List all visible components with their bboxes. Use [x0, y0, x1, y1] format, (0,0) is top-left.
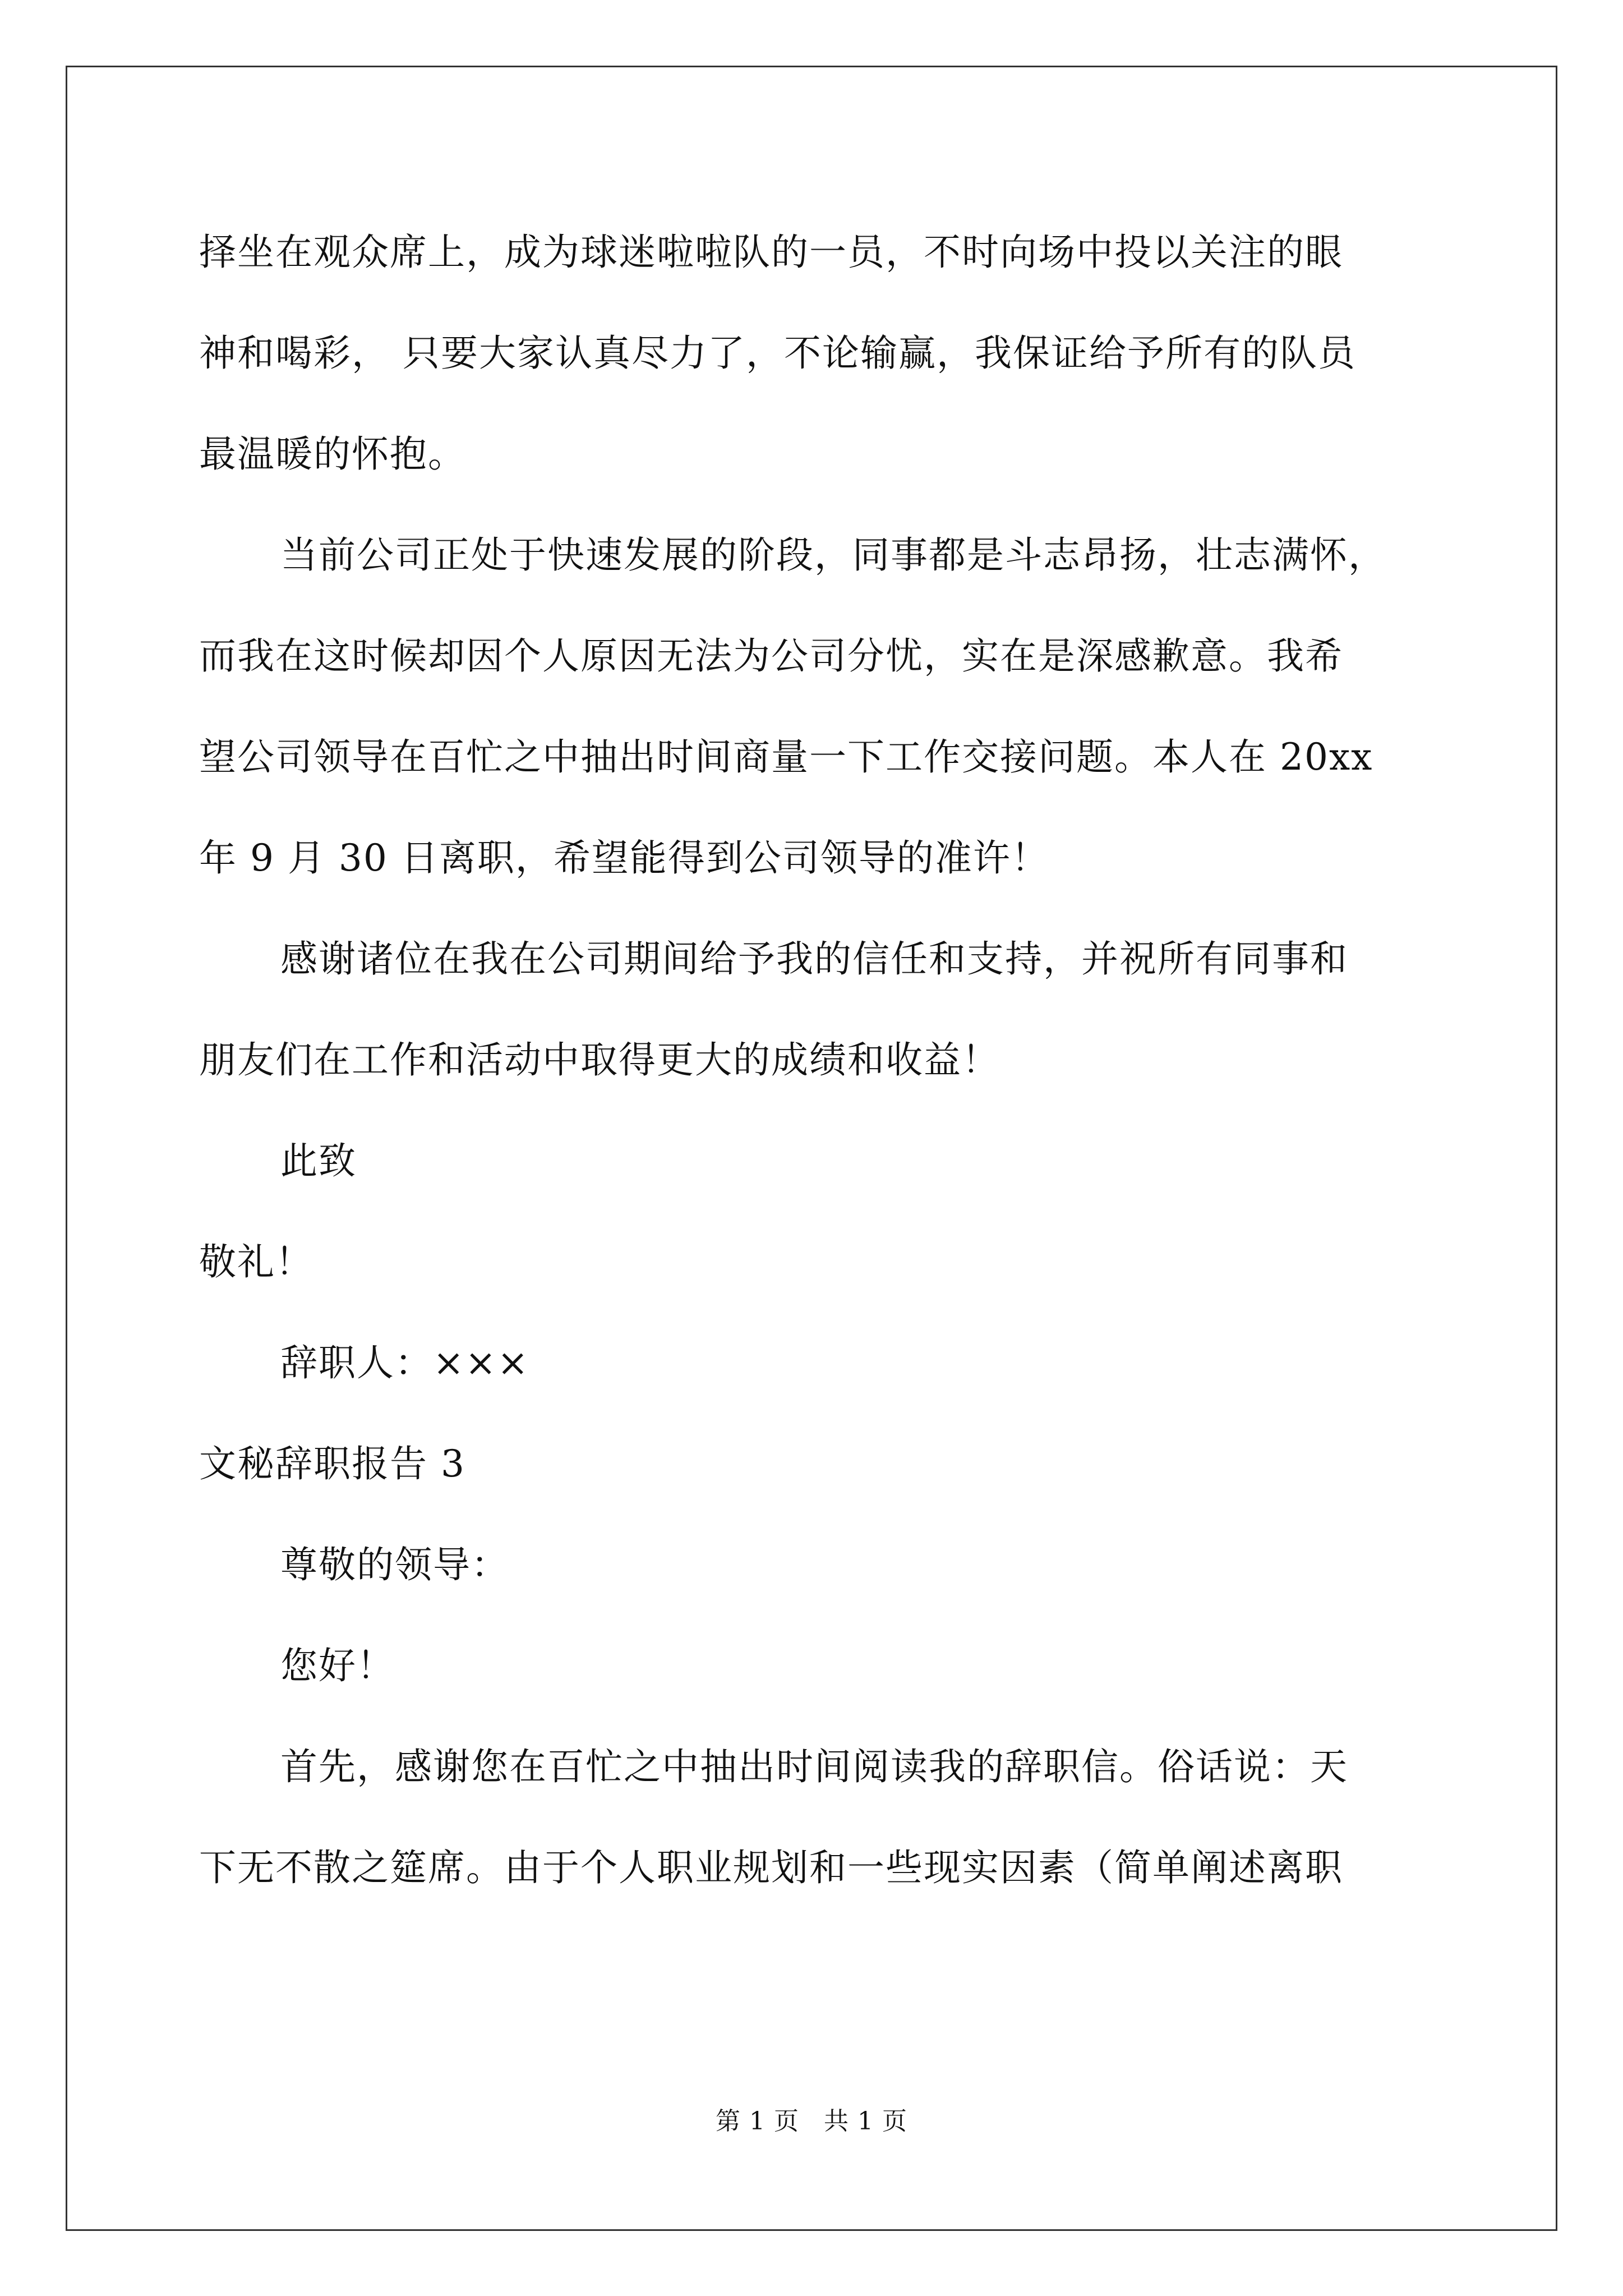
signature-line: 辞职人：××× — [280, 1341, 529, 1384]
text-line: 朋友们在工作和活动中取得更大的成绩和收益！ — [199, 1038, 1000, 1082]
salutation: 敬礼！ — [199, 1240, 313, 1283]
letter-hello: 您好！ — [280, 1644, 395, 1687]
paragraph-start-line: 首先，感谢您在百忙之中抽出时间阅读我的辞职信。俗话说：天 — [280, 1745, 1348, 1788]
text-line: 最温暖的怀抱。 — [199, 432, 466, 476]
page-number: 第 1 页 — [716, 2107, 799, 2136]
paragraph-start-line: 感谢诸位在我在公司期间给予我的信任和支持，并祝所有同事和 — [280, 937, 1348, 981]
closing-phrase: 此致 — [280, 1139, 357, 1182]
letter-greeting: 尊敬的领导： — [280, 1543, 509, 1586]
document-body — [199, 202, 1433, 1918]
section-heading: 文秘辞职报告 3 — [199, 1442, 465, 1485]
text-line: 而我在这时候却因个人原因无法为公司分忧，实在是深感歉意。我希 — [199, 634, 1343, 678]
page-total: 共 1 页 — [824, 2107, 907, 2136]
text-line: 下无不散之筵席。由于个人职业规划和一些现实因素（简单阐述离职 — [199, 1846, 1343, 1889]
text-line: 年 9 月 30 日离职，希望能得到公司领导的准许！ — [199, 836, 1049, 880]
text-line: 择坐在观众席上，成为球迷啦啦队的一员，不时向场中投以关注的眼 — [199, 231, 1343, 274]
text-line: 望公司领导在百忙之中抽出时间商量一下工作交接问题。本人在 20xx — [199, 735, 1373, 779]
text-line: 神和喝彩， 只要大家认真尽力了，不论输赢，我保证给予所有的队员 — [199, 332, 1356, 375]
paragraph-start-line: 当前公司正处于快速发展的阶段，同事都是斗志昂扬，壮志满怀， — [280, 533, 1386, 577]
page-footer — [0, 2101, 1623, 2137]
